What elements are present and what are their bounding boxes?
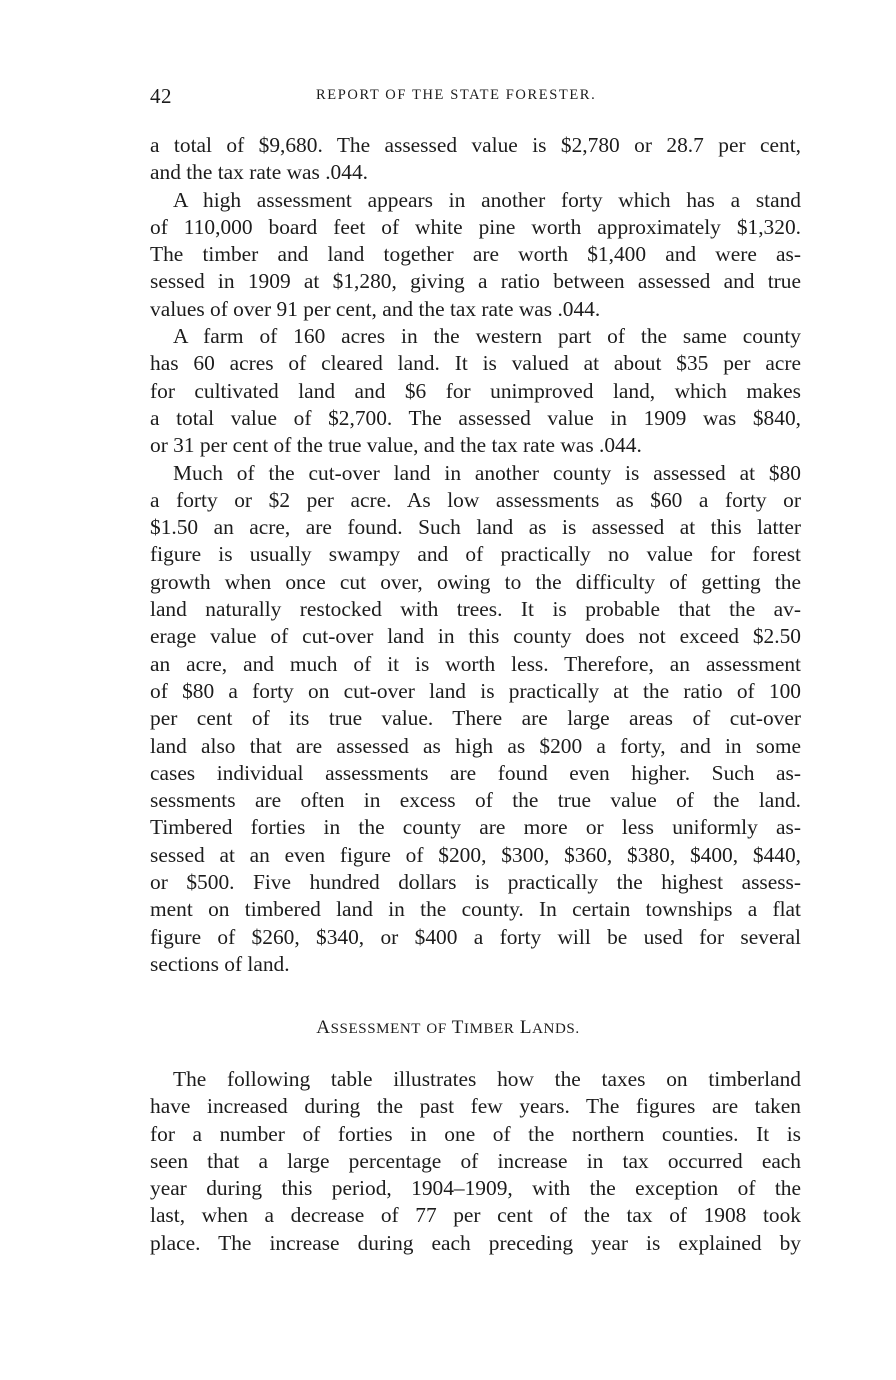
text-line: or 31 per cent of the true value, and the tax rate was .044. <box>150 433 642 458</box>
text-line: for cultivated land and $6 for unimproved land, which makes <box>150 378 801 403</box>
text-line: a forty or $2 per acre. As low assessments as $60 a forty or <box>150 487 801 512</box>
text-line: or $500. Five hundred dollars is practically the highest assess- <box>150 870 801 895</box>
section-body-text <box>150 1066 801 1257</box>
paragraph <box>150 1066 801 1257</box>
paragraph <box>150 132 801 187</box>
heading-word: TIMBER <box>451 1017 515 1038</box>
text-line: has 60 acres of cleared land. It is valued at about $35 per acre <box>150 351 801 376</box>
text-line: land naturally restocked with trees. It is probable that the av- <box>150 597 801 622</box>
text-line: sessments are often in excess of the true value of the land. <box>150 788 801 813</box>
text-line: of 110,000 board feet of white pine worth approximately $1,320. <box>150 214 801 239</box>
page-number: 42 <box>150 84 172 108</box>
text-line: have increased during the past few years. The figures are taken <box>150 1094 801 1119</box>
heading-word: ASSESSMENT <box>316 1017 422 1038</box>
text-line: values of over 91 per cent, and the tax rate was .044. <box>150 296 601 321</box>
text-line: sessed in 1909 at $1,280, giving a ratio between assessed and true <box>150 269 801 294</box>
text-line: a total value of $2,700. The assessed value in 1909 was $840, <box>150 405 801 430</box>
body-text <box>150 132 801 978</box>
text-line: and the tax rate was .044. <box>150 160 368 185</box>
text-line: a total of $9,680. The assessed value is $2,780 or 28.7 per cent, <box>150 133 801 157</box>
text-line: seen that a large percentage of increase in tax occurred each <box>150 1148 801 1173</box>
text-line: A farm of 160 acres in the western part of the same county <box>173 324 801 349</box>
text-line: ment on timbered land in the county. In certain townships a flat <box>150 897 801 922</box>
text-line: of $80 a forty on cut-over land is practically at the ratio of 100 <box>150 678 801 703</box>
text-line: The following table illustrates how the taxes on timberland <box>173 1067 801 1091</box>
text-line: figure is usually swampy and of practically no value for forest <box>150 542 801 567</box>
text-line: Much of the cut-over land in another county is assessed at $80 <box>173 460 801 485</box>
text-line: an acre, and much of it is worth less. Therefore, an assessment <box>150 651 801 676</box>
text-line: figure of $260, $340, or $400 a forty will be used for several <box>150 924 801 949</box>
text-line: erage value of cut-over land in this county does not exceed $2.50 <box>150 624 801 649</box>
paragraph <box>150 187 801 323</box>
section-heading <box>0 1017 896 1039</box>
text-line: A high assessment appears in another forty which has a stand <box>173 187 801 212</box>
text-line: place. The increase during each preceding year is explained by <box>150 1230 801 1255</box>
text-line: $1.50 an acre, are found. Such land as is assessed at this latter <box>150 515 801 540</box>
text-line: growth when once cut over, owing to the difficulty of getting the <box>150 569 801 594</box>
text-line: last, when a decrease of 77 per cent of the tax of 1908 took <box>150 1203 801 1228</box>
text-line: per cent of its true value. There are large areas of cut-over <box>150 706 801 731</box>
heading-word: LANDS. <box>519 1017 580 1038</box>
text-line: land also that are assessed as high as $200 a forty, and in some <box>150 733 801 758</box>
text-line: year during this period, 1904–1909, with the exception of the <box>150 1176 801 1201</box>
heading-word: OF <box>426 1021 447 1037</box>
text-line: cases individual assessments are found even higher. Such as- <box>150 760 801 785</box>
paragraph <box>150 460 801 979</box>
running-title: REPORT OF THE STATE FORESTER. <box>316 87 597 103</box>
running-head <box>150 84 800 108</box>
text-line: Timbered forties in the county are more or less uniformly as- <box>150 815 801 840</box>
text-line: for a number of forties in one of the northern counties. It is <box>150 1121 801 1146</box>
text-line: sections of land. <box>150 951 290 976</box>
text-line: The timber and land together are worth $1,400 and were as- <box>150 242 801 267</box>
text-line: sessed at an even figure of $200, $300, $360, $380, $400, $440, <box>150 842 801 867</box>
paragraph <box>150 323 801 459</box>
